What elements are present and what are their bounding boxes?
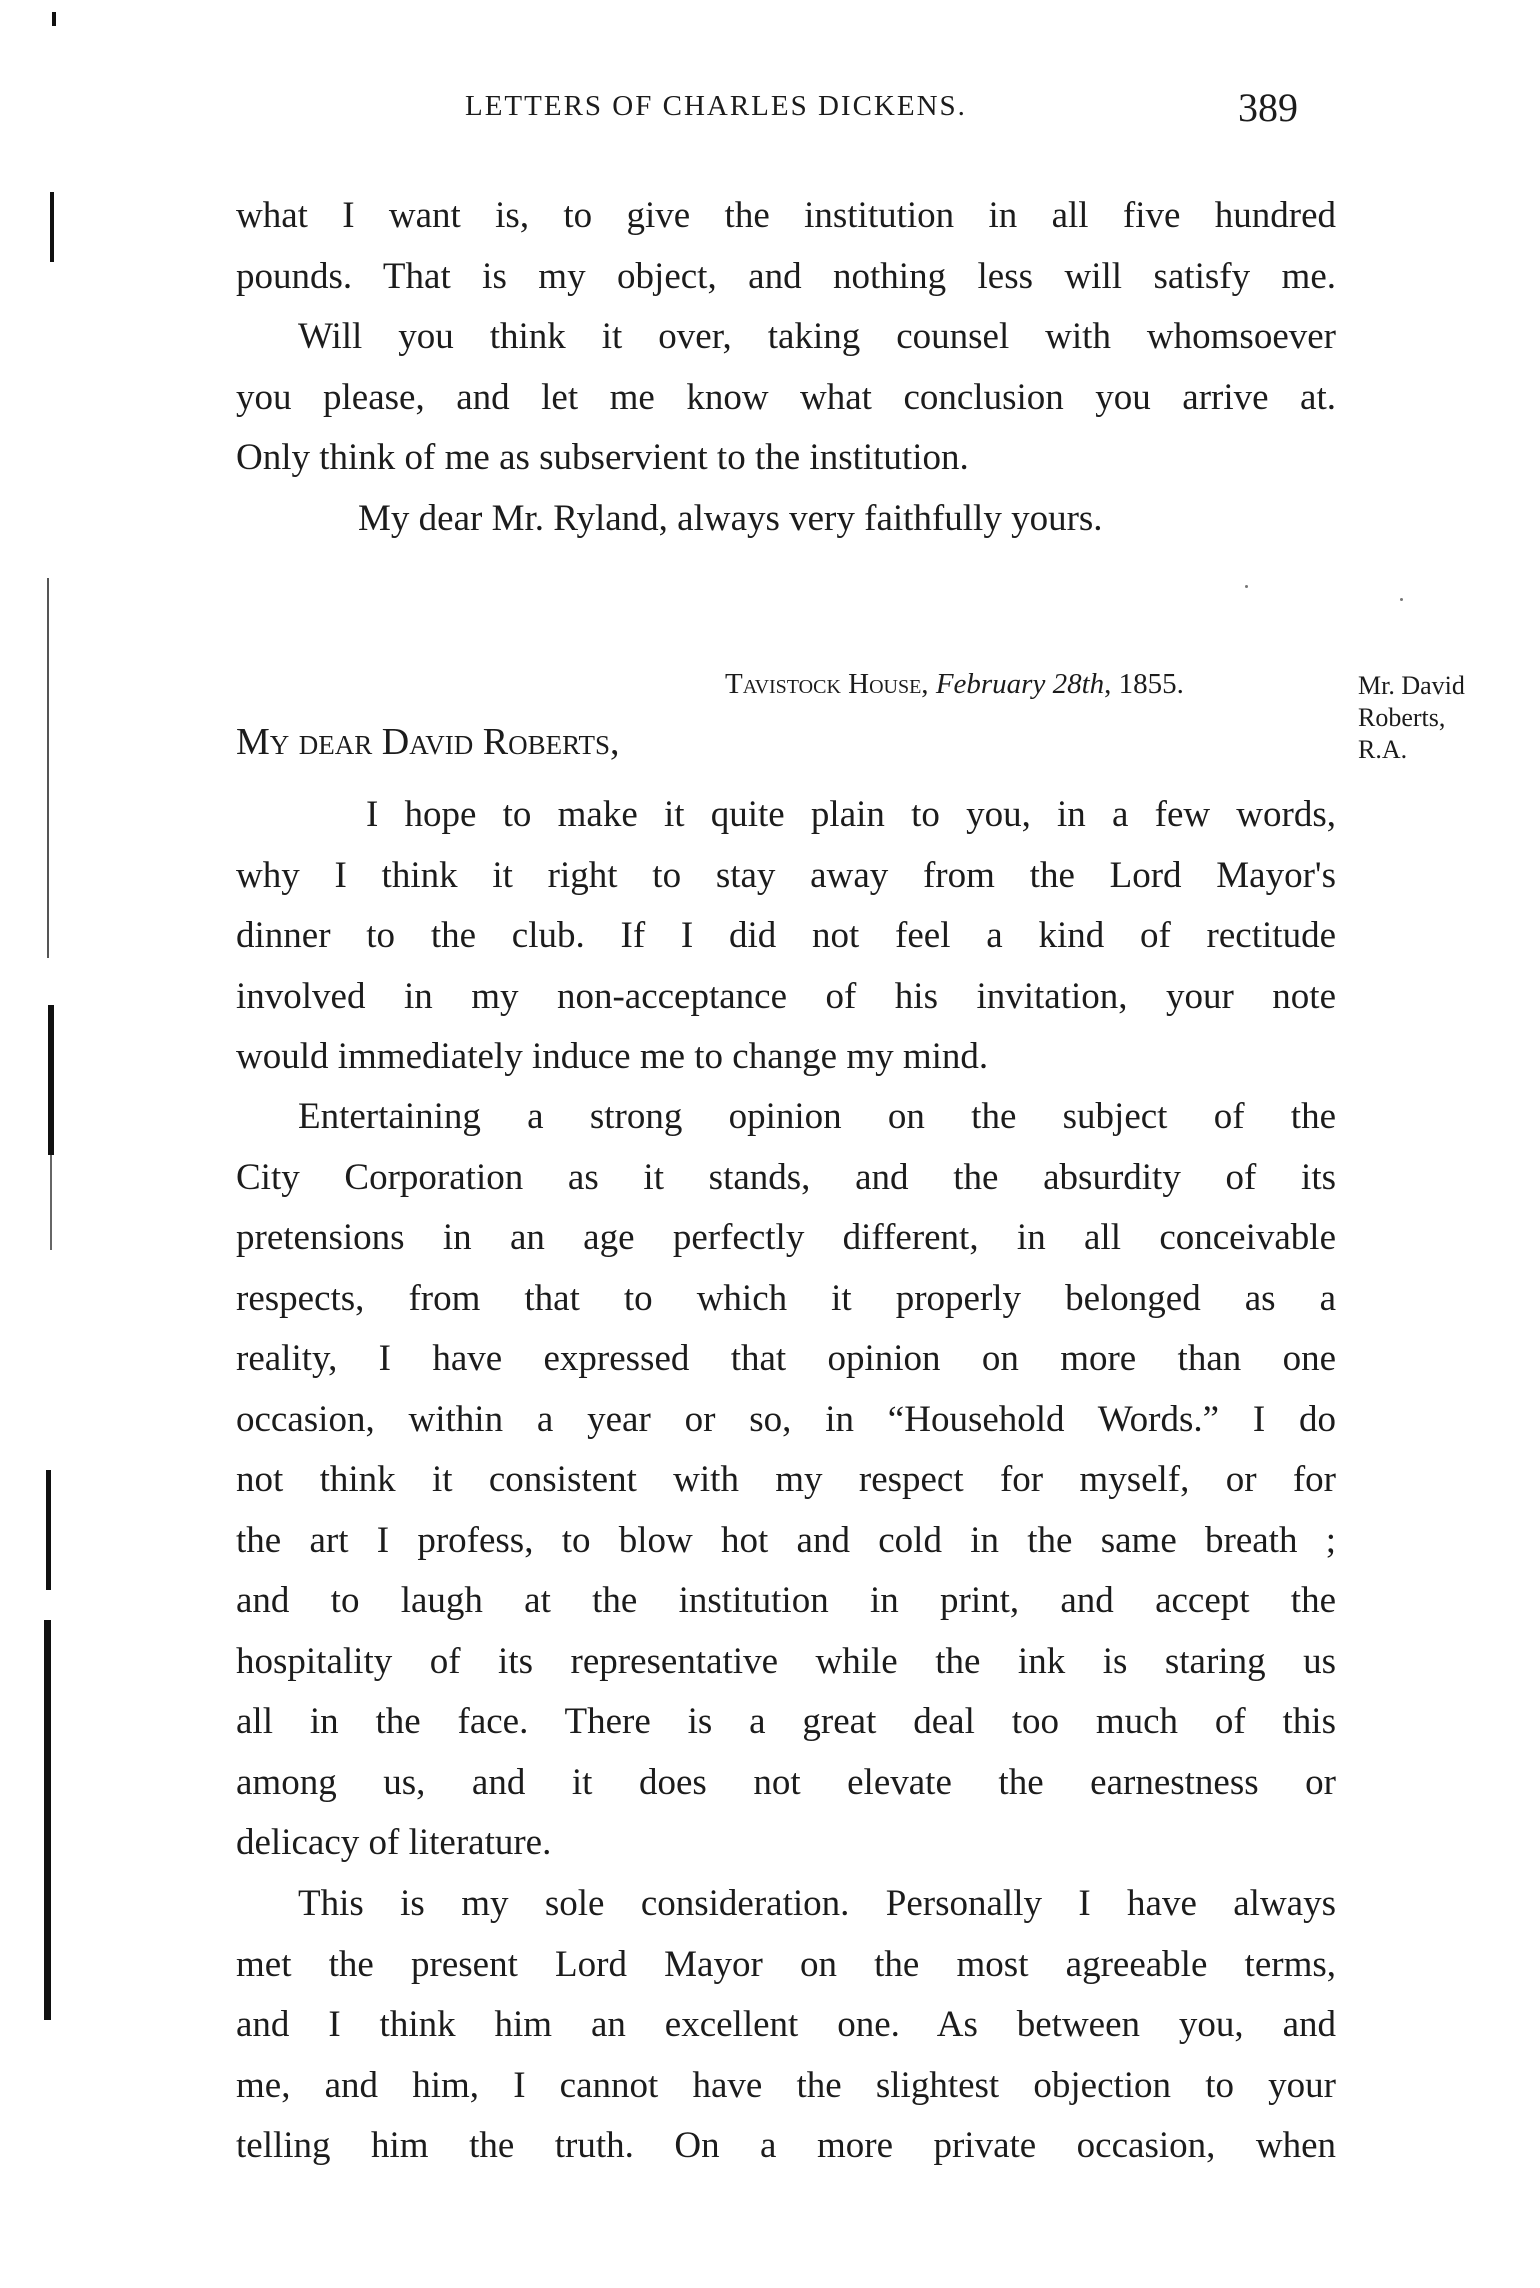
sidenote-line: R.A. — [1358, 735, 1408, 764]
text-line: reality, I have expressed that opinion on more than one — [236, 1338, 1336, 1379]
text-line: telling him the truth. On a more private occasion, when — [236, 2125, 1336, 2166]
letter2-paragraph-2 — [236, 1087, 1336, 1874]
text-line: occasion, within a year or so, in “Household Words.” I do — [236, 1398, 1336, 1440]
text-line: what I want is, to give the institution in all five hundred — [236, 195, 1336, 236]
sidenote-line: Roberts, — [1358, 703, 1446, 732]
letter2-dateline — [725, 668, 1184, 701]
text-line: Will you think it over, taking counsel with whomsoever — [298, 316, 1336, 357]
scan-artifact — [50, 1155, 52, 1250]
text-line: would immediately induce me to change my mind. — [236, 1036, 989, 1077]
text-line: dinner to the club. If I did not feel a kind of rectitude — [236, 915, 1336, 956]
recipient-sidenote — [1358, 670, 1508, 766]
text-line: This is my sole consideration. Personally I have always — [298, 1883, 1336, 1924]
sidenote-line: Mr. David — [1358, 671, 1465, 700]
text-line: and to laugh at the institution in print, and accept the — [236, 1580, 1336, 1621]
scan-artifact — [47, 578, 49, 958]
scan-artifact — [46, 1470, 51, 1590]
letter1-paragraph-1 — [236, 186, 1336, 307]
text-line: and I think him an excellent one. As between you, and — [236, 2004, 1336, 2045]
text-line: you please, and let me know what conclusion you arrive at. — [236, 376, 1336, 418]
scan-artifact — [52, 12, 56, 26]
text-line: I hope to make it quite plain to you, in a few words, — [366, 794, 1336, 835]
scan-artifact — [44, 1620, 51, 2020]
dateline-date: February 28th — [935, 668, 1105, 700]
text-line: delicacy of literature. — [236, 1822, 552, 1863]
text-line: not think it consistent with my respect for myself, or for — [236, 1459, 1336, 1500]
scan-artifact — [48, 1005, 54, 1155]
scan-speck — [1400, 598, 1403, 601]
running-head: LETTERS OF CHARLES DICKENS. — [465, 90, 967, 122]
dateline-year: , 1855. — [1104, 668, 1184, 700]
text-line: pretensions in an age perfectly different, in all conceivable — [236, 1217, 1336, 1258]
text-line: me, and him, I cannot have the slightest objection to your — [236, 2064, 1336, 2106]
text-line: all in the face. There is a great deal too much of this — [236, 1701, 1336, 1742]
letter2-paragraph-1 — [236, 785, 1336, 1088]
text-line: hospitality of its representative while the ink is staring us — [236, 1640, 1336, 1682]
letter1-closing — [236, 489, 1336, 550]
letter2-paragraph-3 — [236, 1874, 1336, 2177]
page-number: 389 — [1238, 85, 1298, 130]
text-line: involved in my non-acceptance of his invitation, your note — [236, 975, 1336, 1017]
scan-speck — [1245, 585, 1248, 588]
text-line: City Corporation as it stands, and the absurdity of its — [236, 1156, 1336, 1198]
text-line: pounds. That is my object, and nothing less will satisfy me. — [236, 255, 1336, 297]
text-line: Entertaining a strong opinion on the subject of the — [298, 1096, 1336, 1137]
closing-line: My dear Mr. Ryland, always very faithfully yours. — [358, 498, 1103, 539]
letter1-paragraph-2 — [236, 307, 1336, 489]
text-line: the art I profess, to blow hot and cold in the same breath ; — [236, 1519, 1336, 1561]
letter2-salutation: My dear David Roberts, — [236, 721, 620, 763]
text-line: met the present Lord Mayor on the most agreeable terms, — [236, 1943, 1336, 1985]
scan-artifact — [50, 192, 54, 262]
text-line: why I think it right to stay away from the Lord Mayor's — [236, 854, 1336, 896]
text-line: Only think of me as subservient to the institution. — [236, 437, 969, 478]
text-line: among us, and it does not elevate the earnestness or — [236, 1761, 1336, 1803]
text-line: respects, from that to which it properly belonged as a — [236, 1277, 1336, 1319]
dateline-place: Tavistock House, — [725, 668, 936, 700]
